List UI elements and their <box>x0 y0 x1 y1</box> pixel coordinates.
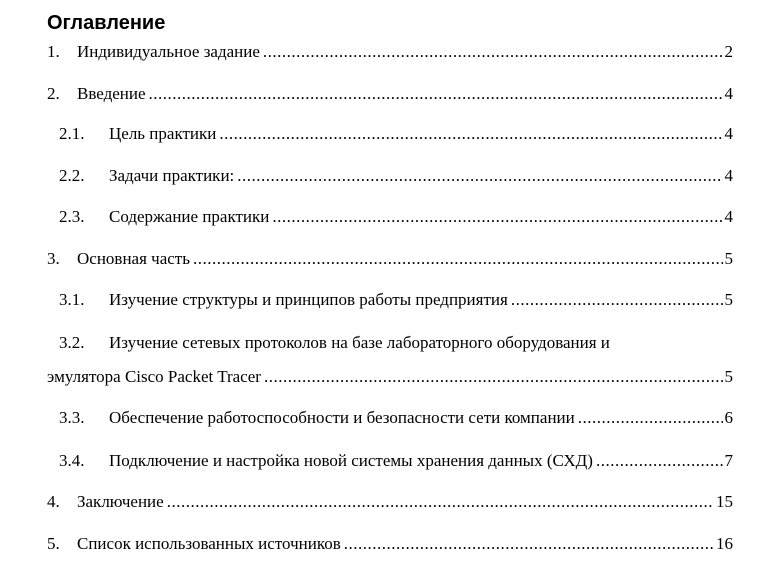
dot-leader <box>511 288 723 312</box>
toc-entry-page: 15 <box>716 492 733 511</box>
toc-entry-number: 3.1. <box>59 290 85 309</box>
toc-title: Оглавление <box>47 12 166 34</box>
toc-entry-text: Список использованных источников <box>77 534 341 553</box>
toc-entry-number: 3. <box>47 249 60 268</box>
dot-leader <box>596 449 723 473</box>
toc-entry-number: 4. <box>47 492 60 511</box>
toc-entry-2-2[interactable] <box>59 164 733 188</box>
toc-entry-text-continuation: эмулятора Cisco Packet Tracer <box>47 367 261 386</box>
toc-entry-text: Изучение структуры и принципов работы предприятия <box>109 290 508 309</box>
toc-entry-number: 5. <box>47 534 60 553</box>
dot-leader <box>263 40 723 64</box>
toc-entry-page: 16 <box>716 534 733 553</box>
toc-entry-page: 5 <box>724 249 733 268</box>
toc-entry-number: 2.3. <box>59 207 85 226</box>
toc-entry-text: Изучение сетевых протоколов на базе лабораторного оборудования и <box>109 333 610 352</box>
toc-entry-3-3[interactable] <box>59 406 733 430</box>
toc-entry-number: 2. <box>47 84 60 103</box>
toc-entry-2[interactable] <box>47 82 733 106</box>
toc-entry-3-4[interactable] <box>59 449 733 473</box>
toc-entry-2-3[interactable] <box>59 205 733 229</box>
toc-entry-text: Обеспечение работоспособности и безопасности сети компании <box>109 408 575 427</box>
toc-entry-3-2[interactable] <box>59 331 733 355</box>
toc-entry-text: Цель практики <box>109 124 217 143</box>
toc-entry-number: 1. <box>47 42 60 61</box>
dot-leader <box>193 247 723 271</box>
dot-leader <box>237 164 722 188</box>
toc-entry-4[interactable] <box>47 490 733 514</box>
toc-entry-text: Основная часть <box>77 249 190 268</box>
dot-leader <box>578 406 723 430</box>
toc-entry-text: Подключение и настройка новой системы хранения данных (СХД) <box>109 451 593 470</box>
toc-entry-page: 5 <box>724 367 733 386</box>
toc-entry-2-1[interactable] <box>59 122 733 146</box>
toc-entry-3-2-continuation[interactable] <box>47 365 733 389</box>
toc-entry-page: 5 <box>724 290 733 309</box>
toc-entry-5[interactable] <box>47 532 733 556</box>
toc-entry-3-1[interactable] <box>59 288 733 312</box>
dot-leader <box>219 122 722 146</box>
dot-leader <box>264 365 723 389</box>
toc-entry-text: Введение <box>77 84 146 103</box>
toc-entry-page: 4 <box>724 166 733 185</box>
toc-entry-page: 4 <box>724 84 733 103</box>
dot-leader <box>167 490 714 514</box>
toc-entry-text: Заключение <box>77 492 164 511</box>
toc-entry-text: Содержание практики <box>109 207 270 226</box>
toc-entry-page: 6 <box>724 408 733 427</box>
toc-entry-page: 4 <box>724 124 733 143</box>
toc-entry-number: 3.3. <box>59 408 85 427</box>
toc-entry-number: 2.2. <box>59 166 85 185</box>
dot-leader <box>149 82 723 106</box>
toc-entry-number: 3.4. <box>59 451 85 470</box>
toc-entry-text: Индивидуальное задание <box>77 42 260 61</box>
toc-entry-page: 7 <box>724 451 733 470</box>
toc-entry-page: 2 <box>724 42 733 61</box>
toc-entry-text: Задачи практики: <box>109 166 235 185</box>
toc-entry-1[interactable] <box>47 40 733 64</box>
dot-leader <box>272 205 722 229</box>
toc-entry-number: 3.2. <box>59 333 85 352</box>
toc-entry-page: 4 <box>724 207 733 226</box>
toc-entry-3[interactable] <box>47 247 733 271</box>
toc-entry-number: 2.1. <box>59 124 85 143</box>
dot-leader <box>344 532 714 556</box>
